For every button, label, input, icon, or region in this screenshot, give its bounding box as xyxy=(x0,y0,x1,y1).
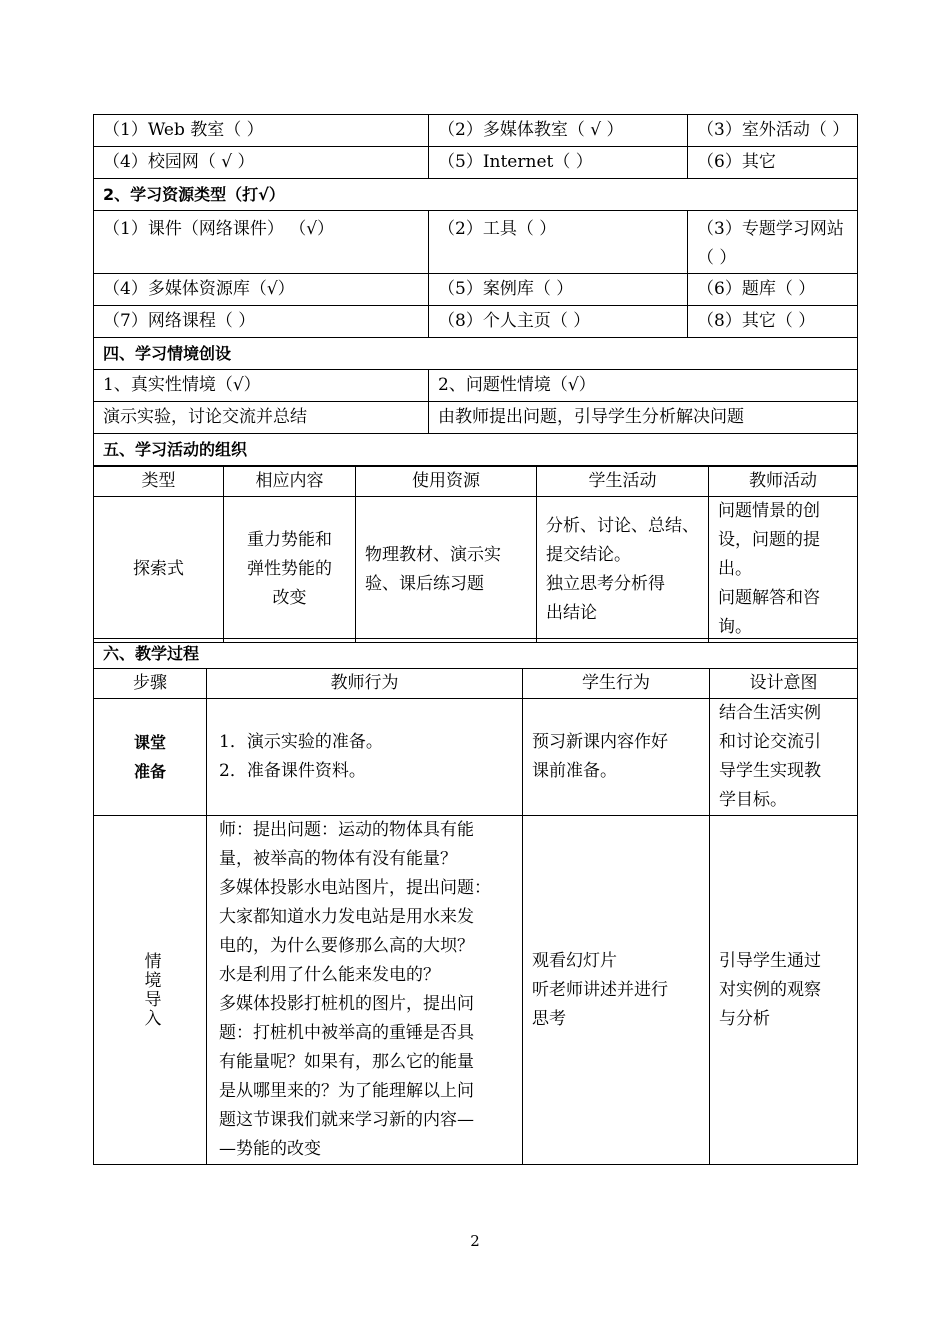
activity-content xyxy=(224,497,356,643)
student-behavior xyxy=(523,816,710,1165)
col-header-resource: 使用资源 xyxy=(356,467,537,497)
step-preparation xyxy=(94,699,207,816)
text-line: 准备 xyxy=(133,762,166,781)
process-row-introduction xyxy=(94,816,858,1165)
text-line: 设，问题的提 xyxy=(718,530,820,550)
teacher-behavior xyxy=(207,699,523,816)
env-cell: （2）多媒体教室（ √ ） xyxy=(429,115,688,147)
situation-heading: 四、学习情境创设 xyxy=(94,338,858,370)
text-line: 水是利用了什么能来发电的？ xyxy=(219,965,440,985)
env-cell: （4）校园网（ √ ） xyxy=(94,147,429,179)
text-line: 和讨论交流引 xyxy=(719,732,821,752)
teacher-behavior xyxy=(207,816,523,1165)
process-row-preparation xyxy=(94,699,858,816)
resource-cell: （3）专题学习网站（ ） xyxy=(688,211,858,274)
col-header-student: 学生活动 xyxy=(537,467,709,497)
text-line: 听老师讲述并进行 xyxy=(532,979,668,1000)
text-line: 题：打桩机中被举高的重锤是否具 xyxy=(219,1023,474,1043)
text-line: —势能的改变 xyxy=(219,1139,321,1159)
col-header-teacher-behavior: 教师行为 xyxy=(207,669,523,699)
text-line: 物理教材、演示实 xyxy=(365,544,501,565)
situation-cell: 1、真实性情境（√） xyxy=(94,370,429,402)
text-line: 询。 xyxy=(718,617,752,637)
resource-cell: （6）题库（ ） xyxy=(688,274,858,306)
resource-cell: （8）个人主页（ ） xyxy=(429,306,688,338)
resource-row-1 xyxy=(94,211,858,274)
text-line: 导学生实现教 xyxy=(719,761,821,781)
resource-cell: （1）课件（网络课件） （√） xyxy=(94,211,429,274)
text-line: 改变 xyxy=(272,588,307,608)
resource-table xyxy=(93,114,858,466)
activity-table xyxy=(93,466,858,643)
step-introduction xyxy=(94,816,207,1165)
text-line: 对实例的观察 xyxy=(719,979,821,1000)
activity-teacher xyxy=(709,497,858,643)
activity-resource xyxy=(356,497,537,643)
col-header-type: 类型 xyxy=(94,467,224,497)
situation-row-2 xyxy=(94,402,858,434)
text-line: 量，被举高的物体有没有能量？ xyxy=(219,849,457,869)
text-line: 独立思考分析得 xyxy=(546,573,665,594)
resource-cell: （5）案例库（ ） xyxy=(429,274,688,306)
text-line: 电的，为什么要修那么高的大坝？ xyxy=(219,936,474,956)
text-line: 是从哪里来的？为了能理解以上问 xyxy=(219,1081,474,1101)
env-cell: （1）Web 教室（ ） xyxy=(94,115,429,147)
situation-heading-row xyxy=(94,338,858,370)
text-line: 出结论 xyxy=(546,602,597,623)
text-line: 出。 xyxy=(718,559,752,579)
env-cell: （5）Internet（ ） xyxy=(429,147,688,179)
text-line: 引导学生通过 xyxy=(719,950,821,971)
activity-student xyxy=(537,497,709,643)
col-header-student-behavior: 学生行为 xyxy=(523,669,710,699)
activity-row xyxy=(94,497,858,643)
text-line: 多媒体投影水电站图片，提出问题： xyxy=(219,878,491,898)
resource-heading: 2、学习资源类型（打√） xyxy=(94,179,858,211)
resource-cell: （4）多媒体资源库（√） xyxy=(94,274,429,306)
col-header-step: 步骤 xyxy=(94,669,207,699)
col-header-teacher: 教师活动 xyxy=(709,467,858,497)
env-cell: （6）其它 xyxy=(688,147,858,179)
text-line: 2．准备课件资料。 xyxy=(219,761,366,781)
resource-cell: （2）工具（ ） xyxy=(429,211,688,274)
text-line: 1．演示实验的准备。 xyxy=(219,732,383,752)
env-cell: （3）室外活动（ ） xyxy=(688,115,858,147)
text-line: 弹性势能的 xyxy=(247,559,332,579)
text-line: 验、课后练习题 xyxy=(365,573,484,594)
resource-heading-row xyxy=(94,179,858,211)
process-table xyxy=(93,638,858,1165)
text-line: 多媒体投影打桩机的图片，提出问 xyxy=(219,994,474,1014)
activity-heading: 五、学习活动的组织 xyxy=(94,434,858,466)
page-number: 2 xyxy=(470,1232,480,1250)
text-line: 思考 xyxy=(532,1008,566,1029)
text-line: 提交结论。 xyxy=(546,544,631,565)
resource-cell: （7）网络课程（ ） xyxy=(94,306,429,338)
text-line: 问题情景的创 xyxy=(718,501,820,521)
text-line: 分析、讨论、总结、 xyxy=(546,515,699,536)
text-line: 课堂 xyxy=(133,733,166,752)
process-header-row xyxy=(94,669,858,699)
process-heading-row xyxy=(94,639,858,669)
situation-cell: 2、问题性情境（√） xyxy=(429,370,858,402)
col-header-content: 相应内容 xyxy=(224,467,356,497)
text-line: 题这节课我们就来学习新的内容— xyxy=(219,1110,474,1130)
resource-cell: （8）其它（ ） xyxy=(688,306,858,338)
text-line: 课前准备。 xyxy=(532,761,617,781)
student-behavior xyxy=(523,699,710,816)
text-line: 与分析 xyxy=(719,1008,770,1029)
activity-heading-row xyxy=(94,434,858,466)
text-line: 观看幻灯片 xyxy=(532,950,617,971)
process-heading: 六、教学过程 xyxy=(94,639,858,669)
text-line: 结合生活实例 xyxy=(719,703,821,723)
text-line: 大家都知道水力发电站是用水来发 xyxy=(219,907,474,927)
activity-type: 探索式 xyxy=(94,497,224,643)
text-line: 有能量呢？如果有，那么它的能量 xyxy=(219,1052,474,1072)
activity-header-row xyxy=(94,467,858,497)
situation-row-1 xyxy=(94,370,858,402)
env-row-2 xyxy=(94,147,858,179)
resource-row-2 xyxy=(94,274,858,306)
text-line: 问题解答和咨 xyxy=(718,588,820,608)
design-intent xyxy=(710,699,858,816)
env-row-1 xyxy=(94,115,858,147)
text-line: 预习新课内容作好 xyxy=(532,732,668,752)
text-line: 学目标。 xyxy=(719,790,787,810)
situation-cell: 由教师提出问题，引导学生分析解决问题 xyxy=(429,402,858,434)
resource-row-3 xyxy=(94,306,858,338)
text-line: 情境导入 xyxy=(140,952,161,1028)
text-line: 师：提出问题：运动的物体具有能 xyxy=(219,820,474,840)
text-line: 重力势能和 xyxy=(247,530,332,550)
design-intent xyxy=(710,816,858,1165)
col-header-design-intent: 设计意图 xyxy=(710,669,858,699)
situation-cell: 演示实验，讨论交流并总结 xyxy=(94,402,429,434)
